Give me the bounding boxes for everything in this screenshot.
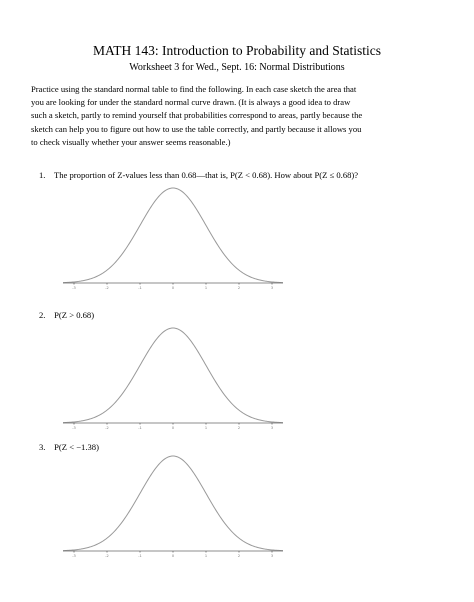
axis-tick-label: -2 (105, 286, 109, 290)
density-curve (63, 328, 283, 423)
axis-tick-label: -1 (138, 426, 142, 430)
axis-tick-label: -1 (138, 554, 142, 558)
instructions-line: such a sketch, partly to remind yourself that probabilities correspond to areas, partly because the (31, 110, 363, 121)
problem-number: 3. (39, 442, 46, 452)
axis-tick-label: 2 (237, 286, 241, 290)
axis-tick-label: 1 (204, 426, 208, 430)
density-curve (63, 188, 283, 283)
axis-tick-label: 3 (270, 554, 274, 558)
instructions-paragraph (31, 83, 447, 149)
instructions-line: Practice using the standard normal table to find the following. In each case sketch the area that (31, 84, 357, 94)
axis-tick-label: 3 (270, 426, 274, 430)
problem-text: P(Z > 0.68) (54, 310, 95, 320)
axis-tick-label: 2 (237, 426, 241, 430)
axis-tick-label: 3 (270, 286, 274, 290)
axis-tick-label: -3 (72, 286, 76, 290)
axis-tick-label: -2 (105, 554, 109, 558)
instructions-line: sketch can help you to figure out how to use the table correctly, and partly because it allows you (31, 123, 362, 134)
problem-number: 2. (39, 310, 46, 320)
axis-tick-label: 0 (171, 286, 175, 290)
problem-number: 1. (39, 170, 46, 180)
axis-tick-label: -3 (72, 426, 76, 430)
axis-tick-label: 2 (237, 554, 241, 558)
axis-tick-label: 1 (204, 554, 208, 558)
problem-text: The proportion of Z-values less than 0.68—that is, P(Z < 0.68). How about P(Z ≤ 0.68)? (54, 170, 359, 180)
axis-tick-label: -3 (72, 554, 76, 558)
worksheet-title: MATH 143: Introduction to Probability and Statistics (93, 43, 381, 58)
normal-curve-2 (53, 318, 293, 438)
axis-tick-label: -1 (138, 286, 142, 290)
instructions-line: you are looking for under the standard normal curve drawn. (It is always a good idea to draw (31, 97, 351, 108)
worksheet-subtitle: Worksheet 3 for Wed., Sept. 16: Normal Distributions (129, 62, 345, 73)
axis-tick-label: 1 (204, 286, 208, 290)
normal-curve-3 (53, 446, 293, 566)
problem-text: P(Z < −1.38) (54, 442, 99, 452)
axis-tick-label: 0 (171, 554, 175, 558)
axis-tick-label: -2 (105, 426, 109, 430)
normal-curve-1 (53, 178, 293, 298)
axis-tick-label: 0 (171, 426, 175, 430)
density-curve (63, 456, 283, 551)
instructions-line: to check visually whether your answer seems reasonable.) (31, 136, 231, 147)
